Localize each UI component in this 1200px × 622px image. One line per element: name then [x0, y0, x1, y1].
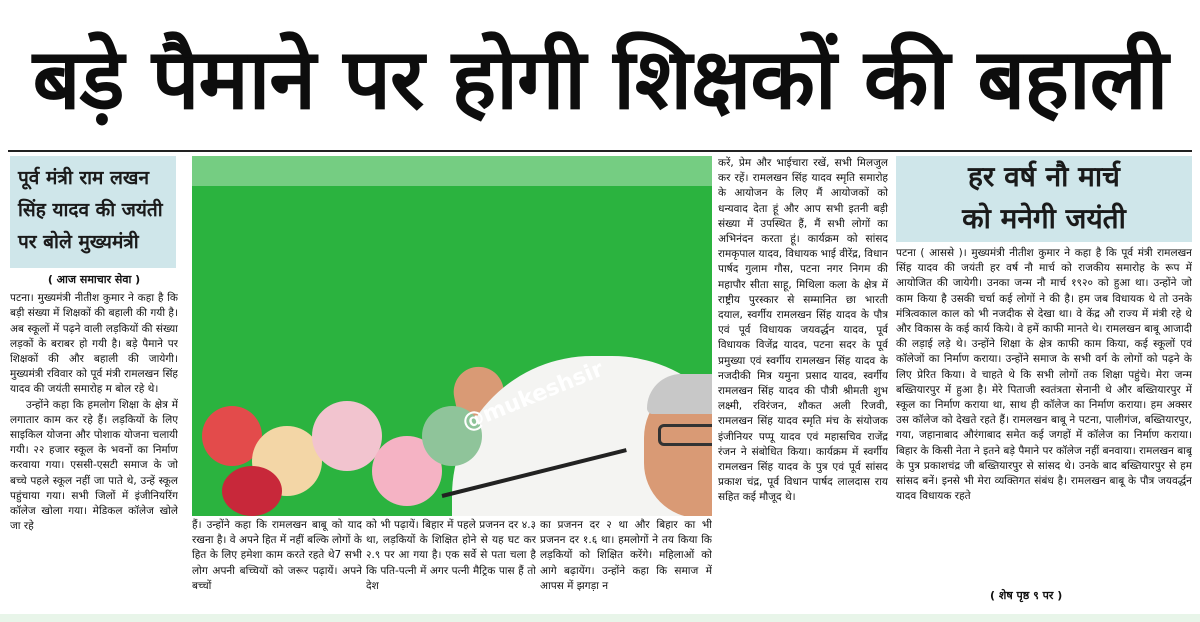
subheading-box: [10, 156, 176, 268]
subheading-2-line-2: को मनेगी जयंती: [962, 202, 1126, 235]
page-bottom-strip: [0, 614, 1200, 622]
paragraph: पटना। मुख्यमंत्री नीतीश कुमार ने कहा है कि बड़ी संख्या में शिक्षकों की बहाली की गयी है। अब स्कूलों में पढ़ने वाली लड़कियों की संख्या लड़कों के बराबर हो गयी है। बड़े पैमाने पर शिक्षकों की और बहाली की जायेगी। मुख्यमंत्री रविवार को पूर्व मंत्री रामलखन सिंह यादव की जयंती समारोह म बोल रहे थे।: [10, 292, 178, 396]
article-column-3: करें, प्रेम और भाईचारा रखें, सभी मिलजुल कर रहें। रामलखन सिंह यादव स्मृति समारोह के आयोजन के लिए मैं आयोजकों को धन्यवाद देता हूं और आप सभी इतनी बड़ी संख्या में उपस्थित हैं, मैं सभी लोगों का अभिनंदन करता हूं। कार्यक्रम को सांसद रामकृपाल यादव, विधायक भाई वीरेंद्र, विधान पार्षद गुलाम गौस, पटना नगर निगम की महापौर सीता साहू, मिथिला कला के क्षेत्र में राष्ट्रीय पुरस्कार से सम्मानित छा भारती दयाल, स्वर्गीय रामलखन सिंह यादव के पौत्र एवं पूर्व विधायक जयवर्द्धन यादव, पूर्व विधायक विजेंद्र यादव, पटना सदर के पूर्व प्रमुख्या एवं स्वर्गीय रामलखन सिंह यादव के नजदीकी मित्र यमुना प्रसाद यादव, स्वर्गीय रामलखन सिंह यादव की पौत्री श्रीमती शुभ लक्ष्मी, रविरंजन, शौकत अली रिजवी, रामलखन सिंह यादव स्मृति मंच के संयोजक इंजीनियर पप्पू यादव एवं महासचिव राजेंद्र रंजन ने संबोधित किया। कार्यक्रम में स्वर्गीय रामलखन सिंह यादव के पुत्र एवं पूर्व सांसद प्रकाश चंद्र, पूर्व विधान पार्षद लालदास राय सहित कई मौजूद थे।: [718, 157, 888, 504]
divider: [8, 150, 1192, 152]
photo-banner: [192, 156, 712, 186]
paragraph: उन्होंने कहा कि हमलोग शिक्षा के क्षेत्र में लगातार काम कर रहे हैं। लड़कियों के लिए साइकिल योजना और पोशाक योजना चलायी गयी। २२ हजार स्कूल के भवनों का निर्माण करवाया गया। एससी-एसटी समाज के जो बच्चे पहले स्कूल नहीं जा पाते थे, उन्हें स्कूल पहुंचाया गया। सभी जिलों में इंजीनियरिंग कॉलेज खोला गया। मेडिकल कॉलेज खोले जा रहे: [10, 398, 178, 533]
continued-notice: ( शेष पृष्ठ ९ पर ): [990, 589, 1063, 602]
article-column-2a: हैं। उन्होंने कहा कि रामलखन बाबू को याद रखना है। वे अपने हित में नहीं बल्कि लोगों के हित के लिए हमेशा काम करते रहते थे7 सभी लोग अपनी बच्चियों को जरूर पढ़ायें। अपने बच्चों: [192, 519, 362, 592]
subheading: पूर्व मंत्री राम लखन सिंह यादव की जयंती पर बोले मुख्यमंत्री: [18, 167, 163, 253]
news-credit: ( आज समाचार सेवा ): [47, 273, 141, 286]
article-column-2c: का प्रजनन दर २ था और बिहार का भी प्रजनन दर १.६ था। हमलोगों ने तय किया कि लड़कियों को शिक्षित करेंगे। महिलाओं को आगे बढ़ायेंग। उन्होंने कहा कि समाज में आपस में झगड़ा न: [540, 519, 712, 592]
article-column-2b: को भी पढ़ायें। बिहार में पहले प्रजनन दर ४.३ था, लड़कियों के शिक्षित होने से यह घट कर २.९ पर आ गया है। एक सर्वे से पता चला है कि पति-पत्नी में अगर पत्नी मैट्रिक पास हैं तो देश: [366, 519, 536, 592]
flower-bouquet: [192, 386, 492, 516]
article-column-1: [10, 272, 178, 606]
news-photo: [192, 156, 712, 516]
subheading-2-line-1: हर वर्ष नौ मार्च: [968, 160, 1120, 193]
article-column-4: पटना ( आससे )। मुख्यमंत्री नीतीश कुमार ने कहा है कि पूर्व मंत्री रामलखन सिंह यादव की जयंती हर वर्ष नौ मार्च को राजकीय समारोह के रूप में आयोजित की जायेगी। उनका जन्म नौ मार्च १९२० को हुआ था। उन्होंने जो काम किया है उसकी चर्चा कई लोगों ने की है। हम जब विधायक थे तो उनके मंत्रित्वकाल काल को भी नजदीक से देखा था। वे केंद्र औ राज्य में मंत्री रहे थे और विकास के कई कार्य किये। वे हमें काफी मानते थे। रामलखन बाबू आजादी की लड़ाई लड़े थे। उन्होंने शिक्षा के क्षेत्र काफी काम किया, कई स्कूलों एवं कॉलेजों का निर्माण कराया। उन्होंने समाज के सभी वर्ग के लोगों को पढ़ने के लिए प्रेरित किया। वे चाहते थे कि सभी लोगों तक शिक्षा पहुंचे। मेरा जन्म बख्तियारपुर में हुआ है। मेरे पिताजी स्वतंत्रता सेनानी थे और बख्तियारपुर में स्कूल का निर्माण कराया था, साथ ही कॉलेज का निर्माण कराया। हम अक्सर उस कॉलेज को देखते रहते हैं। रामलखन बाबू ने पटना, पालीगंज, बख्तियारपुर, गया, जहानाबाद औरंगाबाद समेत कई जगहों में कॉलेज का निर्माण कराया। बिहार के किसी नेता ने इतने बड़े पैमाने पर कॉलेज नहीं बनवाया। रामलखन बाबू के पुत्र प्रकाशचंद्र जी बख्तियारपुर से सांसद थे। उनके बाद बख्तियारपुर से हम सांसद बनें। इनसे भी मेरा व्यक्तिगत संबंध है। रामलखन बाबू के पौत्र जयवर्द्धन यादव विधायक रहते: [896, 247, 1192, 503]
watermark: @mukeshsir: [458, 356, 608, 437]
subheading-box-2: [896, 156, 1192, 242]
headline: बड़े पैमाने पर होगी शिक्षकों की बहाली: [0, 0, 1200, 150]
glasses-icon: [658, 424, 712, 446]
